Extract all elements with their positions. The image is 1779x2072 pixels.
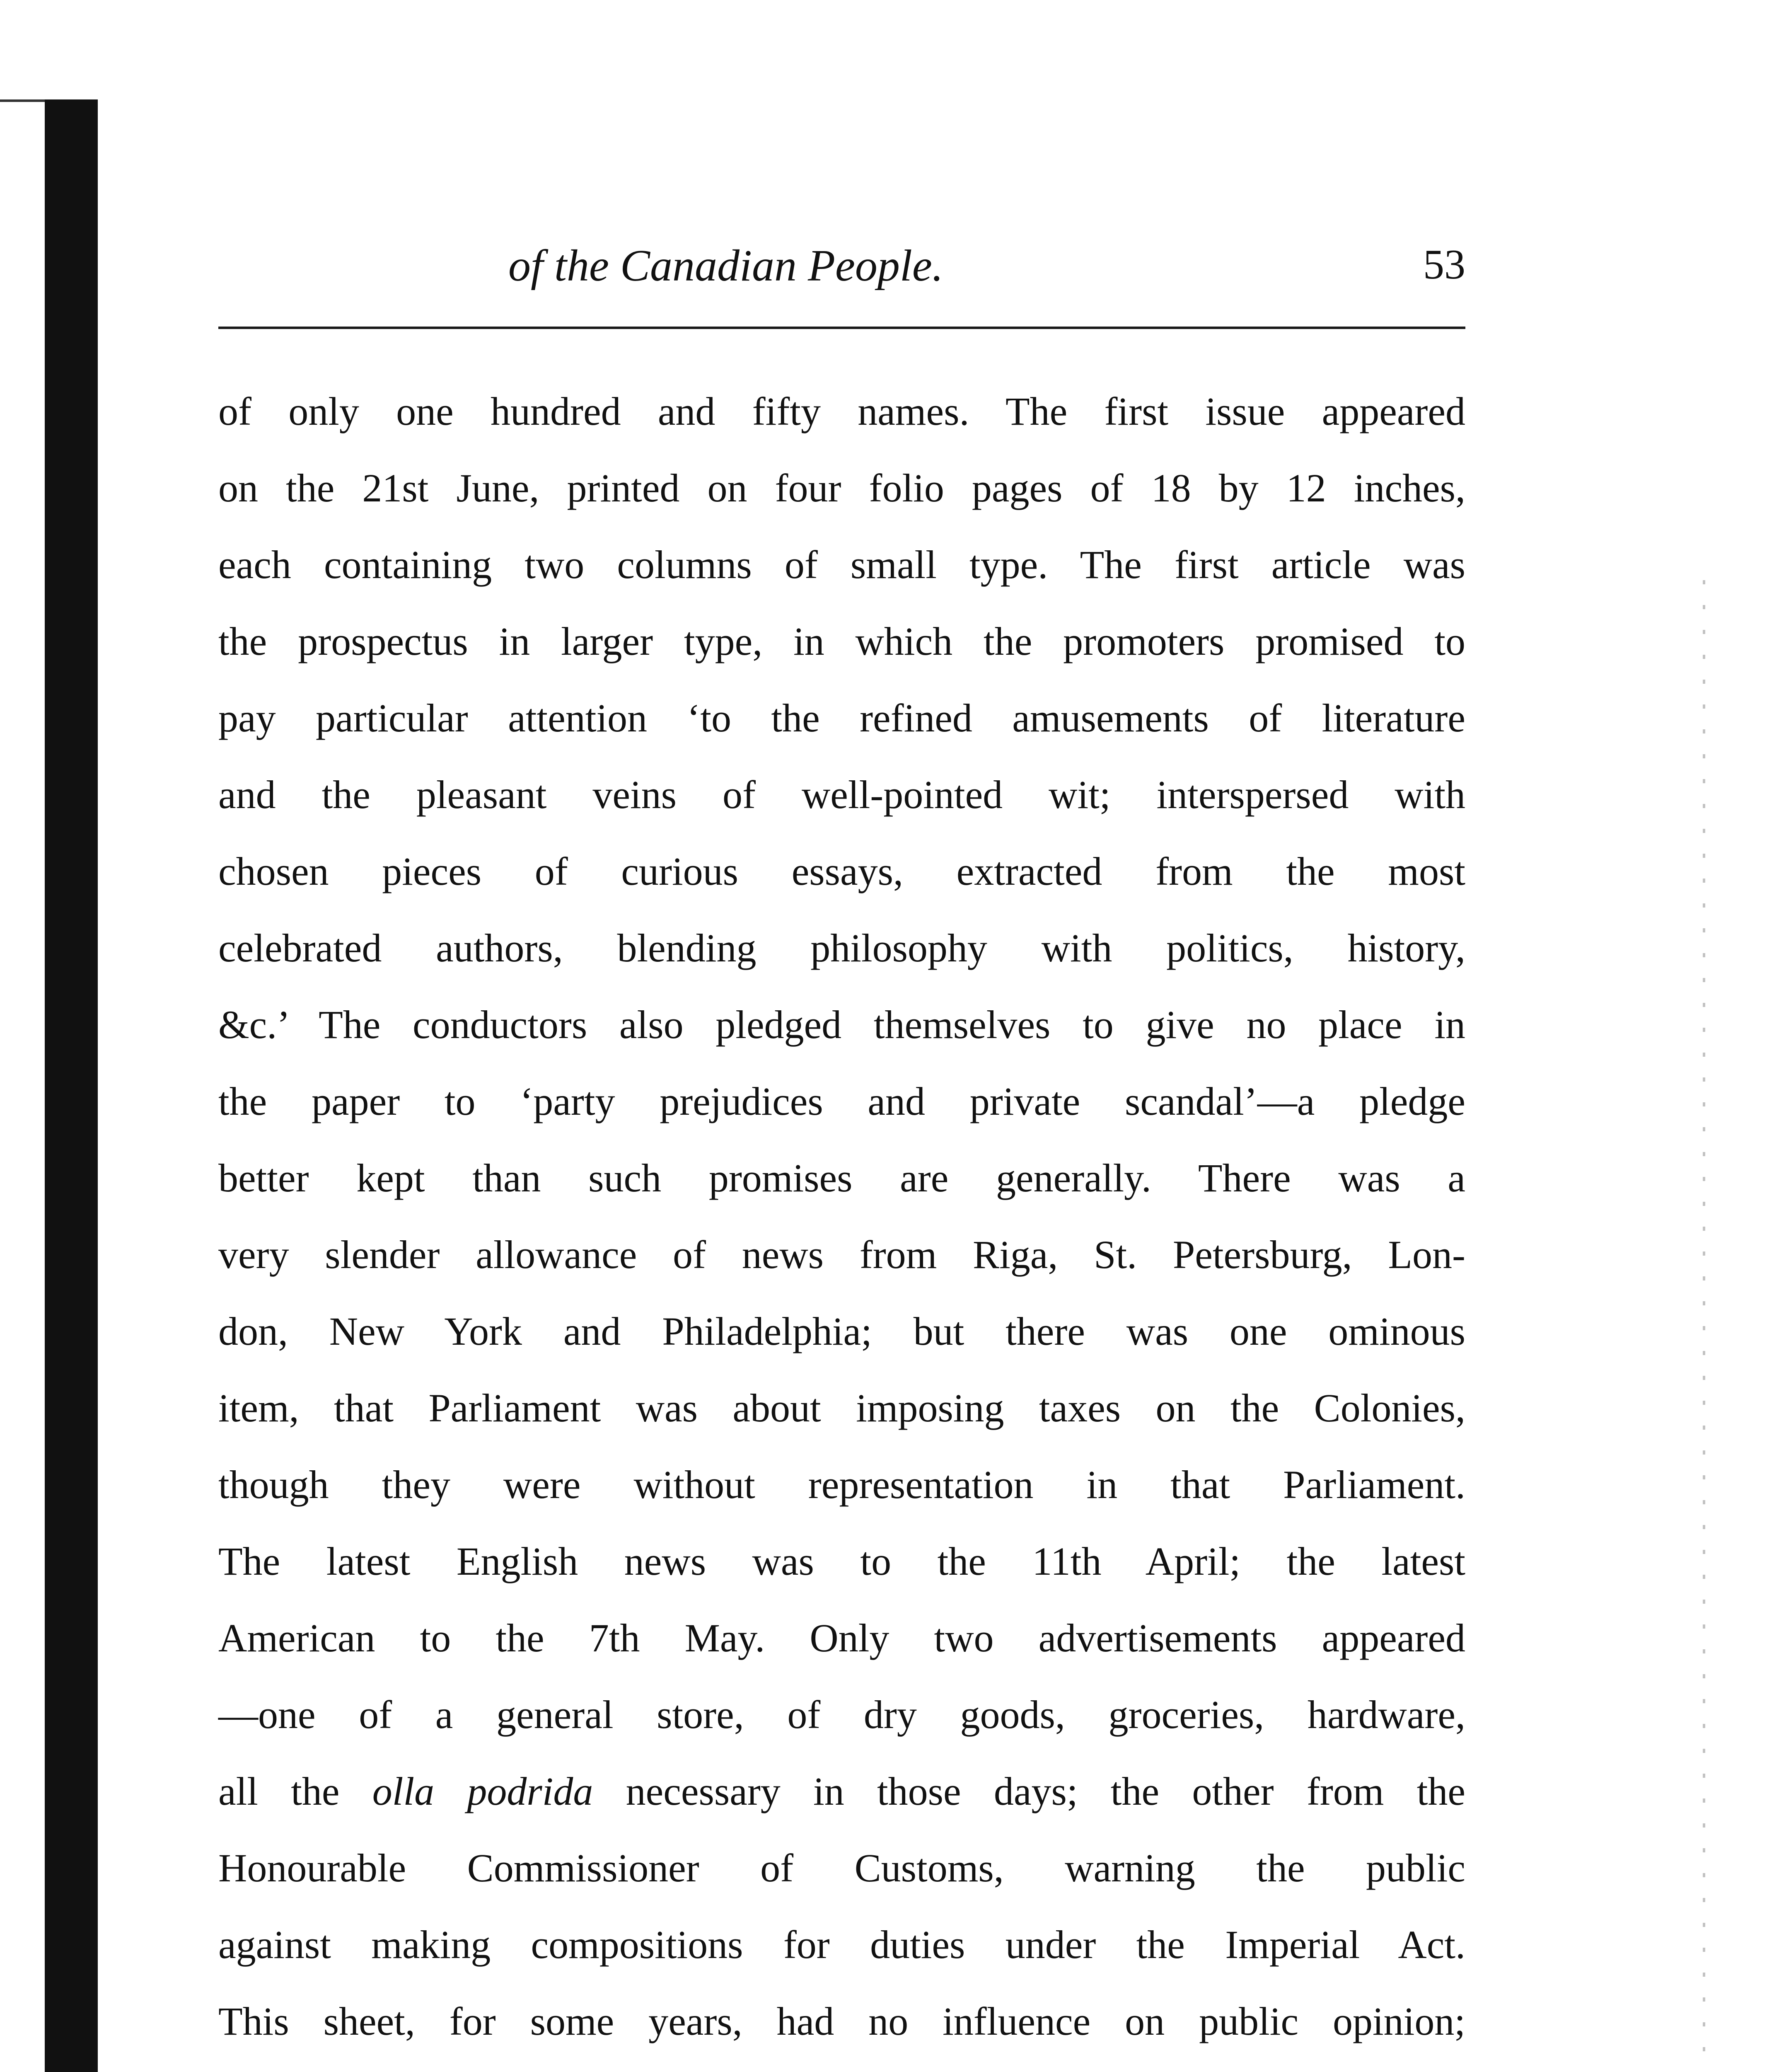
text-line: pay particular attention ‘to the refined amusements of literature — [218, 696, 1465, 740]
text-line: item, that Parliament was about imposing taxes on the Colonies, — [218, 1386, 1465, 1430]
text-line — [218, 2060, 1465, 2072]
book-page — [218, 232, 1466, 2043]
text-line: This sheet, for some years, had no influence on public opinion; — [218, 1999, 1465, 2043]
text-line: of only one hundred and fifty names. The first issue appeared — [218, 389, 1465, 433]
text-line: though they were without representation in that Parliament. — [218, 1462, 1465, 1507]
text-line: each containing two columns of small type. The first article was — [218, 542, 1465, 587]
text-span: necessary in those days; the other from the — [593, 1769, 1466, 1813]
text-line-with-italic — [218, 1753, 1465, 1830]
text-line: &c.’ The conductors also pledged themselves to give no place in — [218, 1002, 1465, 1047]
text-line: better kept than such promises are generally. There was a — [218, 1156, 1465, 1200]
running-title: of the Canadian People. — [508, 241, 943, 290]
text-line: very slender allowance of news from Riga, St. Petersburg, Lon- — [218, 1232, 1465, 1277]
text-line: —one of a general store, of dry goods, groceries, hardware, — [218, 1692, 1465, 1737]
text-line: against making compositions for duties under the Imperial Act. — [218, 1922, 1465, 1967]
text-line: The latest English news was to the 11th April; the latest — [218, 1539, 1465, 1583]
text-span: all the — [218, 1769, 372, 1813]
text-line: the paper to ‘party prejudices and private scandal’—a pledge — [218, 1079, 1465, 1123]
text-line: celebrated authors, blending philosophy with politics, history, — [218, 926, 1465, 970]
text-line: American to the 7th May. Only two advertisements appeared — [218, 1616, 1465, 1660]
text-line: on the 21st June, printed on four folio pages of 18 by 12 inches, — [218, 466, 1465, 510]
page-number: 53 — [1423, 241, 1465, 288]
book-binding-edge — [85, 99, 96, 2072]
text-line: chosen pieces of curious essays, extracted from the most — [218, 849, 1465, 893]
italic-phrase: olla podrida — [372, 1769, 593, 1813]
body-text — [218, 373, 1465, 2072]
text-line: don, New York and Philadelphia; but there was one ominous — [218, 1309, 1465, 1353]
text-line: and the pleasant veins of well-pointed wit; interspersed with — [218, 772, 1465, 817]
scan-page-edge — [1703, 580, 1705, 2072]
page-header — [218, 232, 1465, 303]
text-line: the prospectus in larger type, in which the promoters promised to — [218, 619, 1465, 663]
text-line: Honourable Commissioner of Customs, warning the public — [218, 1846, 1465, 1890]
header-rule — [218, 327, 1465, 329]
